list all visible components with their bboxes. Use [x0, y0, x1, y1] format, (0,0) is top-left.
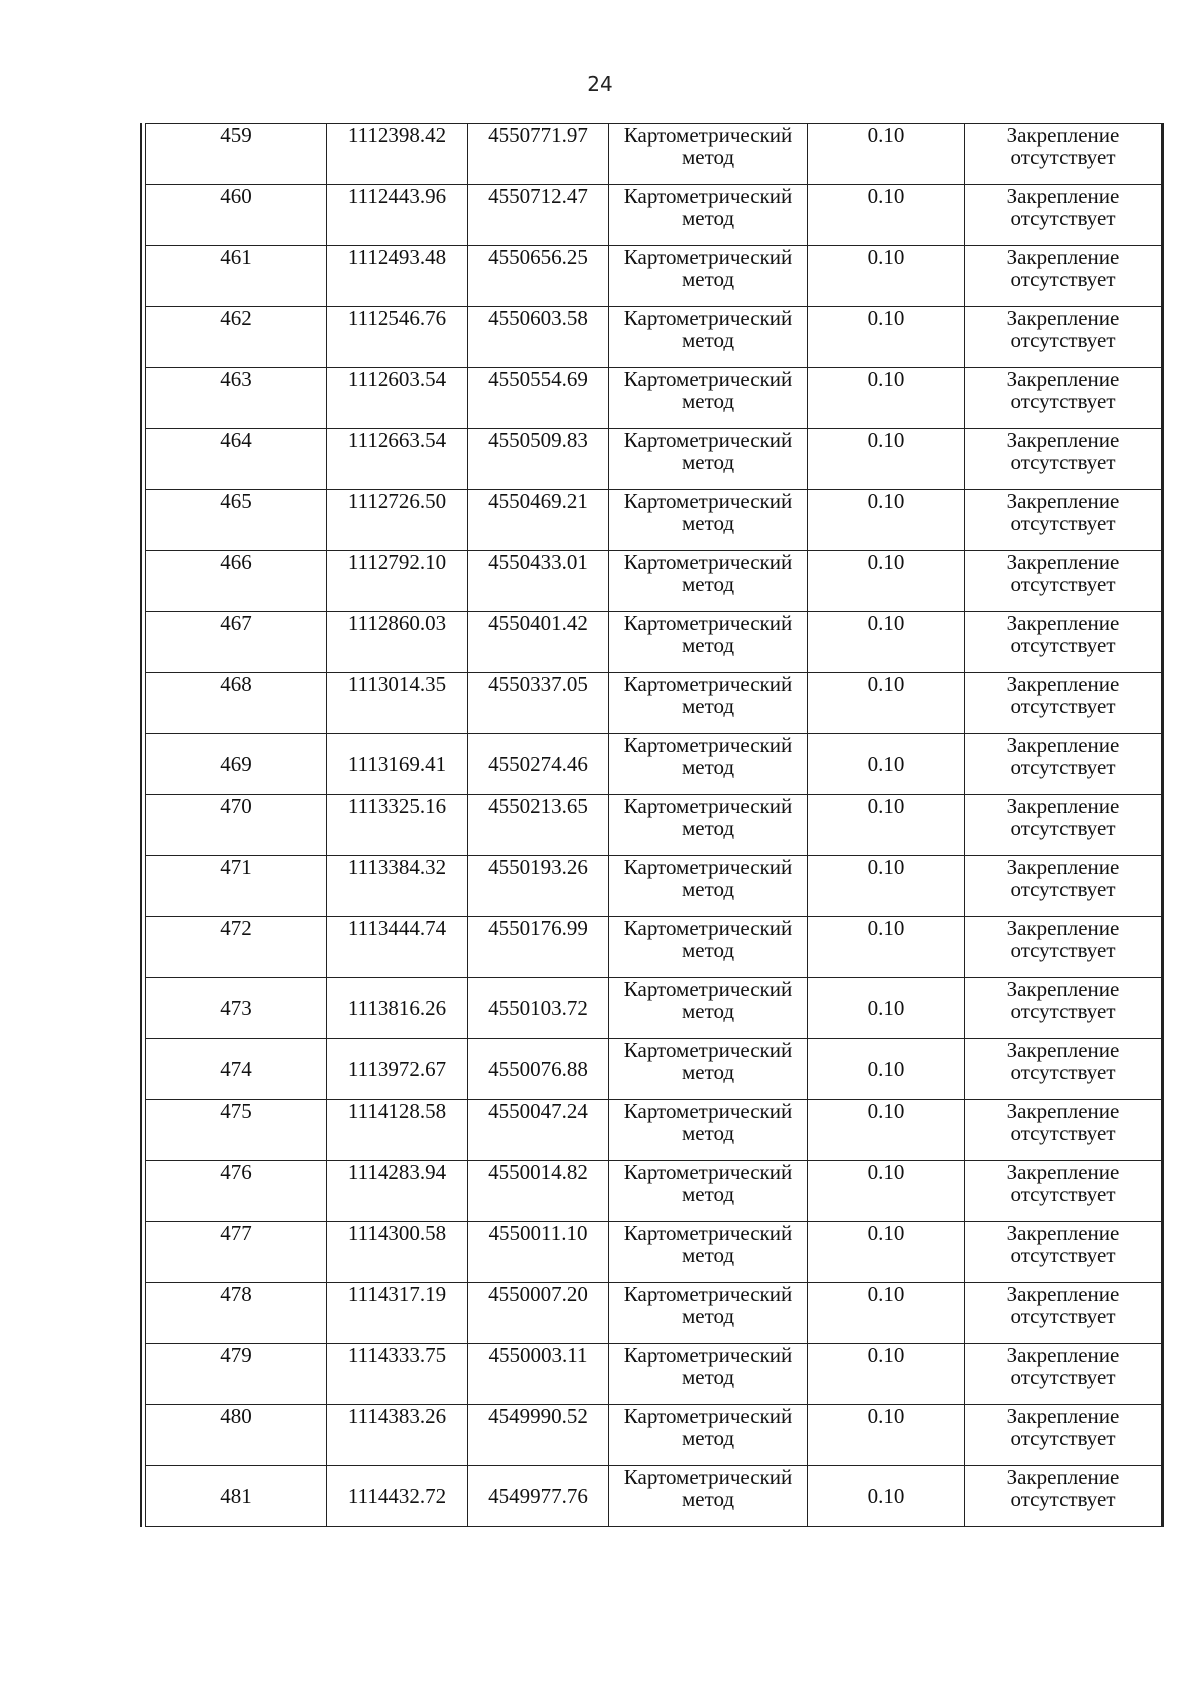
point-number-cell: 463 — [146, 368, 327, 429]
fixing-description-cell-line: отсутствует — [1010, 1426, 1116, 1450]
point-number-cell: 461 — [146, 246, 327, 307]
fixing-description-cell-line: Закрепление — [1006, 245, 1120, 269]
point-number-cell: 466 — [146, 551, 327, 612]
coordinate-y-cell: 4550337.05 — [468, 673, 609, 734]
fixing-description-cell-line: отсутствует — [1010, 816, 1116, 840]
fixing-description-cell-line: отсутствует — [1010, 1121, 1116, 1145]
method-cell — [609, 1161, 808, 1222]
method-cell-line: метод — [681, 755, 735, 779]
method-cell-line: метод — [681, 145, 735, 169]
method-cell-line: метод — [681, 328, 735, 352]
fixing-description-cell — [965, 551, 1162, 612]
method-cell-line: метод — [681, 450, 735, 474]
method-cell — [609, 734, 808, 795]
method-cell-line: метод — [681, 1487, 735, 1511]
table-row — [146, 185, 1162, 246]
method-cell-line: Картометрический — [623, 611, 793, 635]
method-cell-line: метод — [681, 816, 735, 840]
fixing-description-cell-line: отсутствует — [1010, 511, 1116, 535]
coordinate-x-cell: 1114317.19 — [327, 1283, 468, 1344]
point-number-cell: 473 — [146, 978, 327, 1039]
table-row — [146, 734, 1162, 795]
coordinate-y-cell: 4550193.26 — [468, 856, 609, 917]
table-row — [146, 1405, 1162, 1466]
accuracy-cell: 0.10 — [808, 490, 965, 551]
fixing-description-cell — [965, 1222, 1162, 1283]
fixing-description-cell-line: отсутствует — [1010, 694, 1116, 718]
fixing-description-cell — [965, 1405, 1162, 1466]
coordinate-x-cell: 1114283.94 — [327, 1161, 468, 1222]
accuracy-cell: 0.10 — [808, 1100, 965, 1161]
method-cell — [609, 490, 808, 551]
coordinate-x-cell: 1113169.41 — [327, 734, 468, 795]
method-cell-line: метод — [681, 206, 735, 230]
coordinate-x-cell: 1114128.58 — [327, 1100, 468, 1161]
fixing-description-cell — [965, 307, 1162, 368]
point-number-cell: 481 — [146, 1466, 327, 1527]
method-cell — [609, 1222, 808, 1283]
fixing-description-cell — [965, 124, 1162, 185]
method-cell — [609, 429, 808, 490]
coordinate-y-cell: 4550771.97 — [468, 124, 609, 185]
accuracy-cell: 0.10 — [808, 429, 965, 490]
method-cell-line: метод — [681, 1365, 735, 1389]
method-cell-line: Картометрический — [623, 855, 793, 879]
fixing-description-cell-line: Закрепление — [1006, 1343, 1120, 1367]
fixing-description-cell-line: Закрепление — [1006, 550, 1120, 574]
point-number-cell: 464 — [146, 429, 327, 490]
table-row — [146, 612, 1162, 673]
fixing-description-cell-line: отсутствует — [1010, 328, 1116, 352]
table-row — [146, 551, 1162, 612]
method-cell — [609, 1283, 808, 1344]
page-number: 24 — [587, 72, 613, 96]
coordinate-y-cell: 4550433.01 — [468, 551, 609, 612]
method-cell-line: метод — [681, 877, 735, 901]
coordinate-y-cell: 4550274.46 — [468, 734, 609, 795]
accuracy-cell: 0.10 — [808, 307, 965, 368]
fixing-description-cell-line: отсутствует — [1010, 877, 1116, 901]
fixing-description-cell-line: Закрепление — [1006, 1160, 1120, 1184]
accuracy-cell: 0.10 — [808, 551, 965, 612]
fixing-description-cell-line: отсутствует — [1010, 1182, 1116, 1206]
fixing-description-cell-line: Закрепление — [1006, 367, 1120, 391]
table-row — [146, 856, 1162, 917]
method-cell — [609, 1039, 808, 1100]
method-cell-line: метод — [681, 511, 735, 535]
fixing-description-cell-line: Закрепление — [1006, 489, 1120, 513]
accuracy-cell: 0.10 — [808, 124, 965, 185]
fixing-description-cell-line: Закрепление — [1006, 672, 1120, 696]
method-cell-line: Картометрический — [623, 550, 793, 574]
fixing-description-cell-line: Закрепление — [1006, 1404, 1120, 1428]
method-cell-line: метод — [681, 1304, 735, 1328]
fixing-description-cell — [965, 1283, 1162, 1344]
coordinate-y-cell: 4550213.65 — [468, 795, 609, 856]
coordinate-x-cell: 1112663.54 — [327, 429, 468, 490]
point-number-cell: 472 — [146, 917, 327, 978]
accuracy-cell: 0.10 — [808, 856, 965, 917]
accuracy-cell: 0.10 — [808, 917, 965, 978]
method-cell — [609, 856, 808, 917]
fixing-description-cell-line: отсутствует — [1010, 1304, 1116, 1328]
method-cell-line: Картометрический — [623, 794, 793, 818]
fixing-description-cell — [965, 1466, 1162, 1527]
table-row — [146, 795, 1162, 856]
table-row — [146, 978, 1162, 1039]
method-cell-line: метод — [681, 1060, 735, 1084]
fixing-description-cell-line: отсутствует — [1010, 572, 1116, 596]
method-cell-line: метод — [681, 1182, 735, 1206]
method-cell-line: метод — [681, 999, 735, 1023]
fixing-description-cell — [965, 734, 1162, 795]
coordinate-x-cell: 1113384.32 — [327, 856, 468, 917]
method-cell — [609, 978, 808, 1039]
coordinate-x-cell: 1114333.75 — [327, 1344, 468, 1405]
accuracy-cell: 0.10 — [808, 734, 965, 795]
point-number-cell: 470 — [146, 795, 327, 856]
method-cell-line: Картометрический — [623, 489, 793, 513]
coordinate-x-cell: 1112398.42 — [327, 124, 468, 185]
table-row — [146, 1466, 1162, 1527]
accuracy-cell: 0.10 — [808, 1161, 965, 1222]
accuracy-cell: 0.10 — [808, 1039, 965, 1100]
coordinate-x-cell: 1114432.72 — [327, 1466, 468, 1527]
fixing-description-cell-line: Закрепление — [1006, 794, 1120, 818]
accuracy-cell: 0.10 — [808, 673, 965, 734]
fixing-description-cell-line: отсутствует — [1010, 1243, 1116, 1267]
fixing-description-cell-line: Закрепление — [1006, 733, 1120, 757]
coordinate-x-cell: 1114300.58 — [327, 1222, 468, 1283]
fixing-description-cell-line: Закрепление — [1006, 1099, 1120, 1123]
fixing-description-cell — [965, 795, 1162, 856]
coordinate-y-cell: 4550509.83 — [468, 429, 609, 490]
fixing-description-cell — [965, 185, 1162, 246]
fixing-description-cell-line: отсутствует — [1010, 389, 1116, 413]
coordinate-x-cell: 1113014.35 — [327, 673, 468, 734]
coordinate-y-cell: 4550014.82 — [468, 1161, 609, 1222]
coordinate-x-cell: 1112493.48 — [327, 246, 468, 307]
coordinate-x-cell: 1112443.96 — [327, 185, 468, 246]
method-cell — [609, 612, 808, 673]
fixing-description-cell-line: Закрепление — [1006, 428, 1120, 452]
coordinate-y-cell: 4550176.99 — [468, 917, 609, 978]
method-cell-line: метод — [681, 1243, 735, 1267]
fixing-description-cell — [965, 429, 1162, 490]
method-cell-line: Картометрический — [623, 1404, 793, 1428]
accuracy-cell: 0.10 — [808, 612, 965, 673]
coordinate-x-cell: 1113444.74 — [327, 917, 468, 978]
table-row — [146, 307, 1162, 368]
table-row — [146, 917, 1162, 978]
coordinate-y-cell: 4550003.11 — [468, 1344, 609, 1405]
method-cell-line: метод — [681, 1121, 735, 1145]
fixing-description-cell-line: отсутствует — [1010, 1487, 1116, 1511]
method-cell — [609, 1100, 808, 1161]
method-cell — [609, 307, 808, 368]
fixing-description-cell-line: Закрепление — [1006, 306, 1120, 330]
point-number-cell: 474 — [146, 1039, 327, 1100]
accuracy-cell: 0.10 — [808, 1283, 965, 1344]
fixing-description-cell-line: Закрепление — [1006, 184, 1120, 208]
fixing-description-cell — [965, 368, 1162, 429]
method-cell-line: Картометрический — [623, 1099, 793, 1123]
fixing-description-cell — [965, 612, 1162, 673]
coordinate-y-cell: 4550401.42 — [468, 612, 609, 673]
method-cell-line: Картометрический — [623, 733, 793, 757]
fixing-description-cell-line: отсутствует — [1010, 1060, 1116, 1084]
coordinate-y-cell: 4550103.72 — [468, 978, 609, 1039]
method-cell-line: метод — [681, 389, 735, 413]
coordinate-y-cell: 4550469.21 — [468, 490, 609, 551]
accuracy-cell: 0.10 — [808, 1344, 965, 1405]
point-number-cell: 475 — [146, 1100, 327, 1161]
method-cell — [609, 1344, 808, 1405]
fixing-description-cell-line: отсутствует — [1010, 633, 1116, 657]
accuracy-cell: 0.10 — [808, 185, 965, 246]
table-body — [146, 124, 1162, 1527]
coordinate-x-cell: 1113325.16 — [327, 795, 468, 856]
fixing-description-cell — [965, 1039, 1162, 1100]
coordinate-y-cell: 4550712.47 — [468, 185, 609, 246]
coordinate-x-cell: 1112546.76 — [327, 307, 468, 368]
fixing-description-cell-line: отсутствует — [1010, 755, 1116, 779]
table-row — [146, 246, 1162, 307]
coordinate-y-cell: 4549990.52 — [468, 1405, 609, 1466]
method-cell-line: метод — [681, 694, 735, 718]
point-number-cell: 467 — [146, 612, 327, 673]
fixing-description-cell-line: отсутствует — [1010, 938, 1116, 962]
fixing-description-cell-line: Закрепление — [1006, 1465, 1120, 1489]
fixing-description-cell-line: отсутствует — [1010, 145, 1116, 169]
method-cell — [609, 551, 808, 612]
method-cell-line: Картометрический — [623, 184, 793, 208]
method-cell — [609, 917, 808, 978]
fixing-description-cell — [965, 1161, 1162, 1222]
fixing-description-cell-line: Закрепление — [1006, 611, 1120, 635]
coordinate-x-cell: 1113972.67 — [327, 1039, 468, 1100]
fixing-description-cell-line: Закрепление — [1006, 916, 1120, 940]
method-cell — [609, 185, 808, 246]
method-cell-line: Картометрический — [623, 367, 793, 391]
table-row — [146, 1161, 1162, 1222]
point-number-cell: 480 — [146, 1405, 327, 1466]
fixing-description-cell-line: Закрепление — [1006, 1038, 1120, 1062]
method-cell-line: метод — [681, 633, 735, 657]
fixing-description-cell-line: отсутствует — [1010, 206, 1116, 230]
fixing-description-cell — [965, 490, 1162, 551]
coordinate-y-cell: 4550047.24 — [468, 1100, 609, 1161]
coordinates-table-frame — [140, 123, 1164, 1527]
coordinate-y-cell: 4550656.25 — [468, 246, 609, 307]
method-cell — [609, 673, 808, 734]
coordinate-x-cell: 1112726.50 — [327, 490, 468, 551]
table-row — [146, 1344, 1162, 1405]
accuracy-cell: 0.10 — [808, 1222, 965, 1283]
method-cell-line: Картометрический — [623, 977, 793, 1001]
method-cell — [609, 1405, 808, 1466]
coordinate-y-cell: 4550554.69 — [468, 368, 609, 429]
method-cell-line: Картометрический — [623, 1343, 793, 1367]
fixing-description-cell-line: Закрепление — [1006, 977, 1120, 1001]
method-cell-line: Картометрический — [623, 1282, 793, 1306]
method-cell-line: Картометрический — [623, 1038, 793, 1062]
coordinate-y-cell: 4550011.10 — [468, 1222, 609, 1283]
point-number-cell: 462 — [146, 307, 327, 368]
fixing-description-cell-line: отсутствует — [1010, 1365, 1116, 1389]
method-cell-line: Картометрический — [623, 1465, 793, 1489]
method-cell-line: Картометрический — [623, 672, 793, 696]
table-row — [146, 124, 1162, 185]
point-number-cell: 468 — [146, 673, 327, 734]
coordinate-x-cell: 1113816.26 — [327, 978, 468, 1039]
fixing-description-cell-line: Закрепление — [1006, 1221, 1120, 1245]
fixing-description-cell-line: отсутствует — [1010, 999, 1116, 1023]
method-cell-line: Картометрический — [623, 1160, 793, 1184]
fixing-description-cell — [965, 673, 1162, 734]
coordinate-x-cell: 1112792.10 — [327, 551, 468, 612]
accuracy-cell: 0.10 — [808, 368, 965, 429]
method-cell — [609, 368, 808, 429]
accuracy-cell: 0.10 — [808, 1466, 965, 1527]
point-number-cell: 479 — [146, 1344, 327, 1405]
coordinate-y-cell: 4550076.88 — [468, 1039, 609, 1100]
table-row — [146, 490, 1162, 551]
table-row — [146, 1100, 1162, 1161]
point-number-cell: 460 — [146, 185, 327, 246]
coordinate-y-cell: 4549977.76 — [468, 1466, 609, 1527]
table-row — [146, 673, 1162, 734]
fixing-description-cell-line: Закрепление — [1006, 123, 1120, 147]
coordinate-x-cell: 1112860.03 — [327, 612, 468, 673]
fixing-description-cell — [965, 1100, 1162, 1161]
point-number-cell: 478 — [146, 1283, 327, 1344]
method-cell-line: Картометрический — [623, 1221, 793, 1245]
method-cell-line: Картометрический — [623, 245, 793, 269]
point-number-cell: 465 — [146, 490, 327, 551]
fixing-description-cell — [965, 246, 1162, 307]
method-cell — [609, 795, 808, 856]
table-row — [146, 1039, 1162, 1100]
coordinates-table — [145, 123, 1162, 1527]
coordinate-y-cell: 4550007.20 — [468, 1283, 609, 1344]
fixing-description-cell-line: отсутствует — [1010, 267, 1116, 291]
accuracy-cell: 0.10 — [808, 795, 965, 856]
table-row — [146, 368, 1162, 429]
method-cell-line: Картометрический — [623, 123, 793, 147]
point-number-cell: 471 — [146, 856, 327, 917]
point-number-cell: 459 — [146, 124, 327, 185]
fixing-description-cell — [965, 917, 1162, 978]
point-number-cell: 476 — [146, 1161, 327, 1222]
method-cell-line: метод — [681, 267, 735, 291]
accuracy-cell: 0.10 — [808, 246, 965, 307]
method-cell-line: метод — [681, 572, 735, 596]
fixing-description-cell — [965, 978, 1162, 1039]
table-row — [146, 1283, 1162, 1344]
table-row — [146, 429, 1162, 490]
method-cell — [609, 124, 808, 185]
table-row — [146, 1222, 1162, 1283]
fixing-description-cell-line: Закрепление — [1006, 1282, 1120, 1306]
method-cell-line: метод — [681, 938, 735, 962]
accuracy-cell: 0.10 — [808, 1405, 965, 1466]
point-number-cell: 469 — [146, 734, 327, 795]
method-cell — [609, 246, 808, 307]
coordinate-x-cell: 1112603.54 — [327, 368, 468, 429]
coordinate-y-cell: 4550603.58 — [468, 307, 609, 368]
method-cell-line: Картометрический — [623, 306, 793, 330]
fixing-description-cell — [965, 856, 1162, 917]
method-cell — [609, 1466, 808, 1527]
method-cell-line: Картометрический — [623, 428, 793, 452]
fixing-description-cell — [965, 1344, 1162, 1405]
fixing-description-cell-line: отсутствует — [1010, 450, 1116, 474]
coordinate-x-cell: 1114383.26 — [327, 1405, 468, 1466]
accuracy-cell: 0.10 — [808, 978, 965, 1039]
method-cell-line: Картометрический — [623, 916, 793, 940]
point-number-cell: 477 — [146, 1222, 327, 1283]
fixing-description-cell-line: Закрепление — [1006, 855, 1120, 879]
method-cell-line: метод — [681, 1426, 735, 1450]
